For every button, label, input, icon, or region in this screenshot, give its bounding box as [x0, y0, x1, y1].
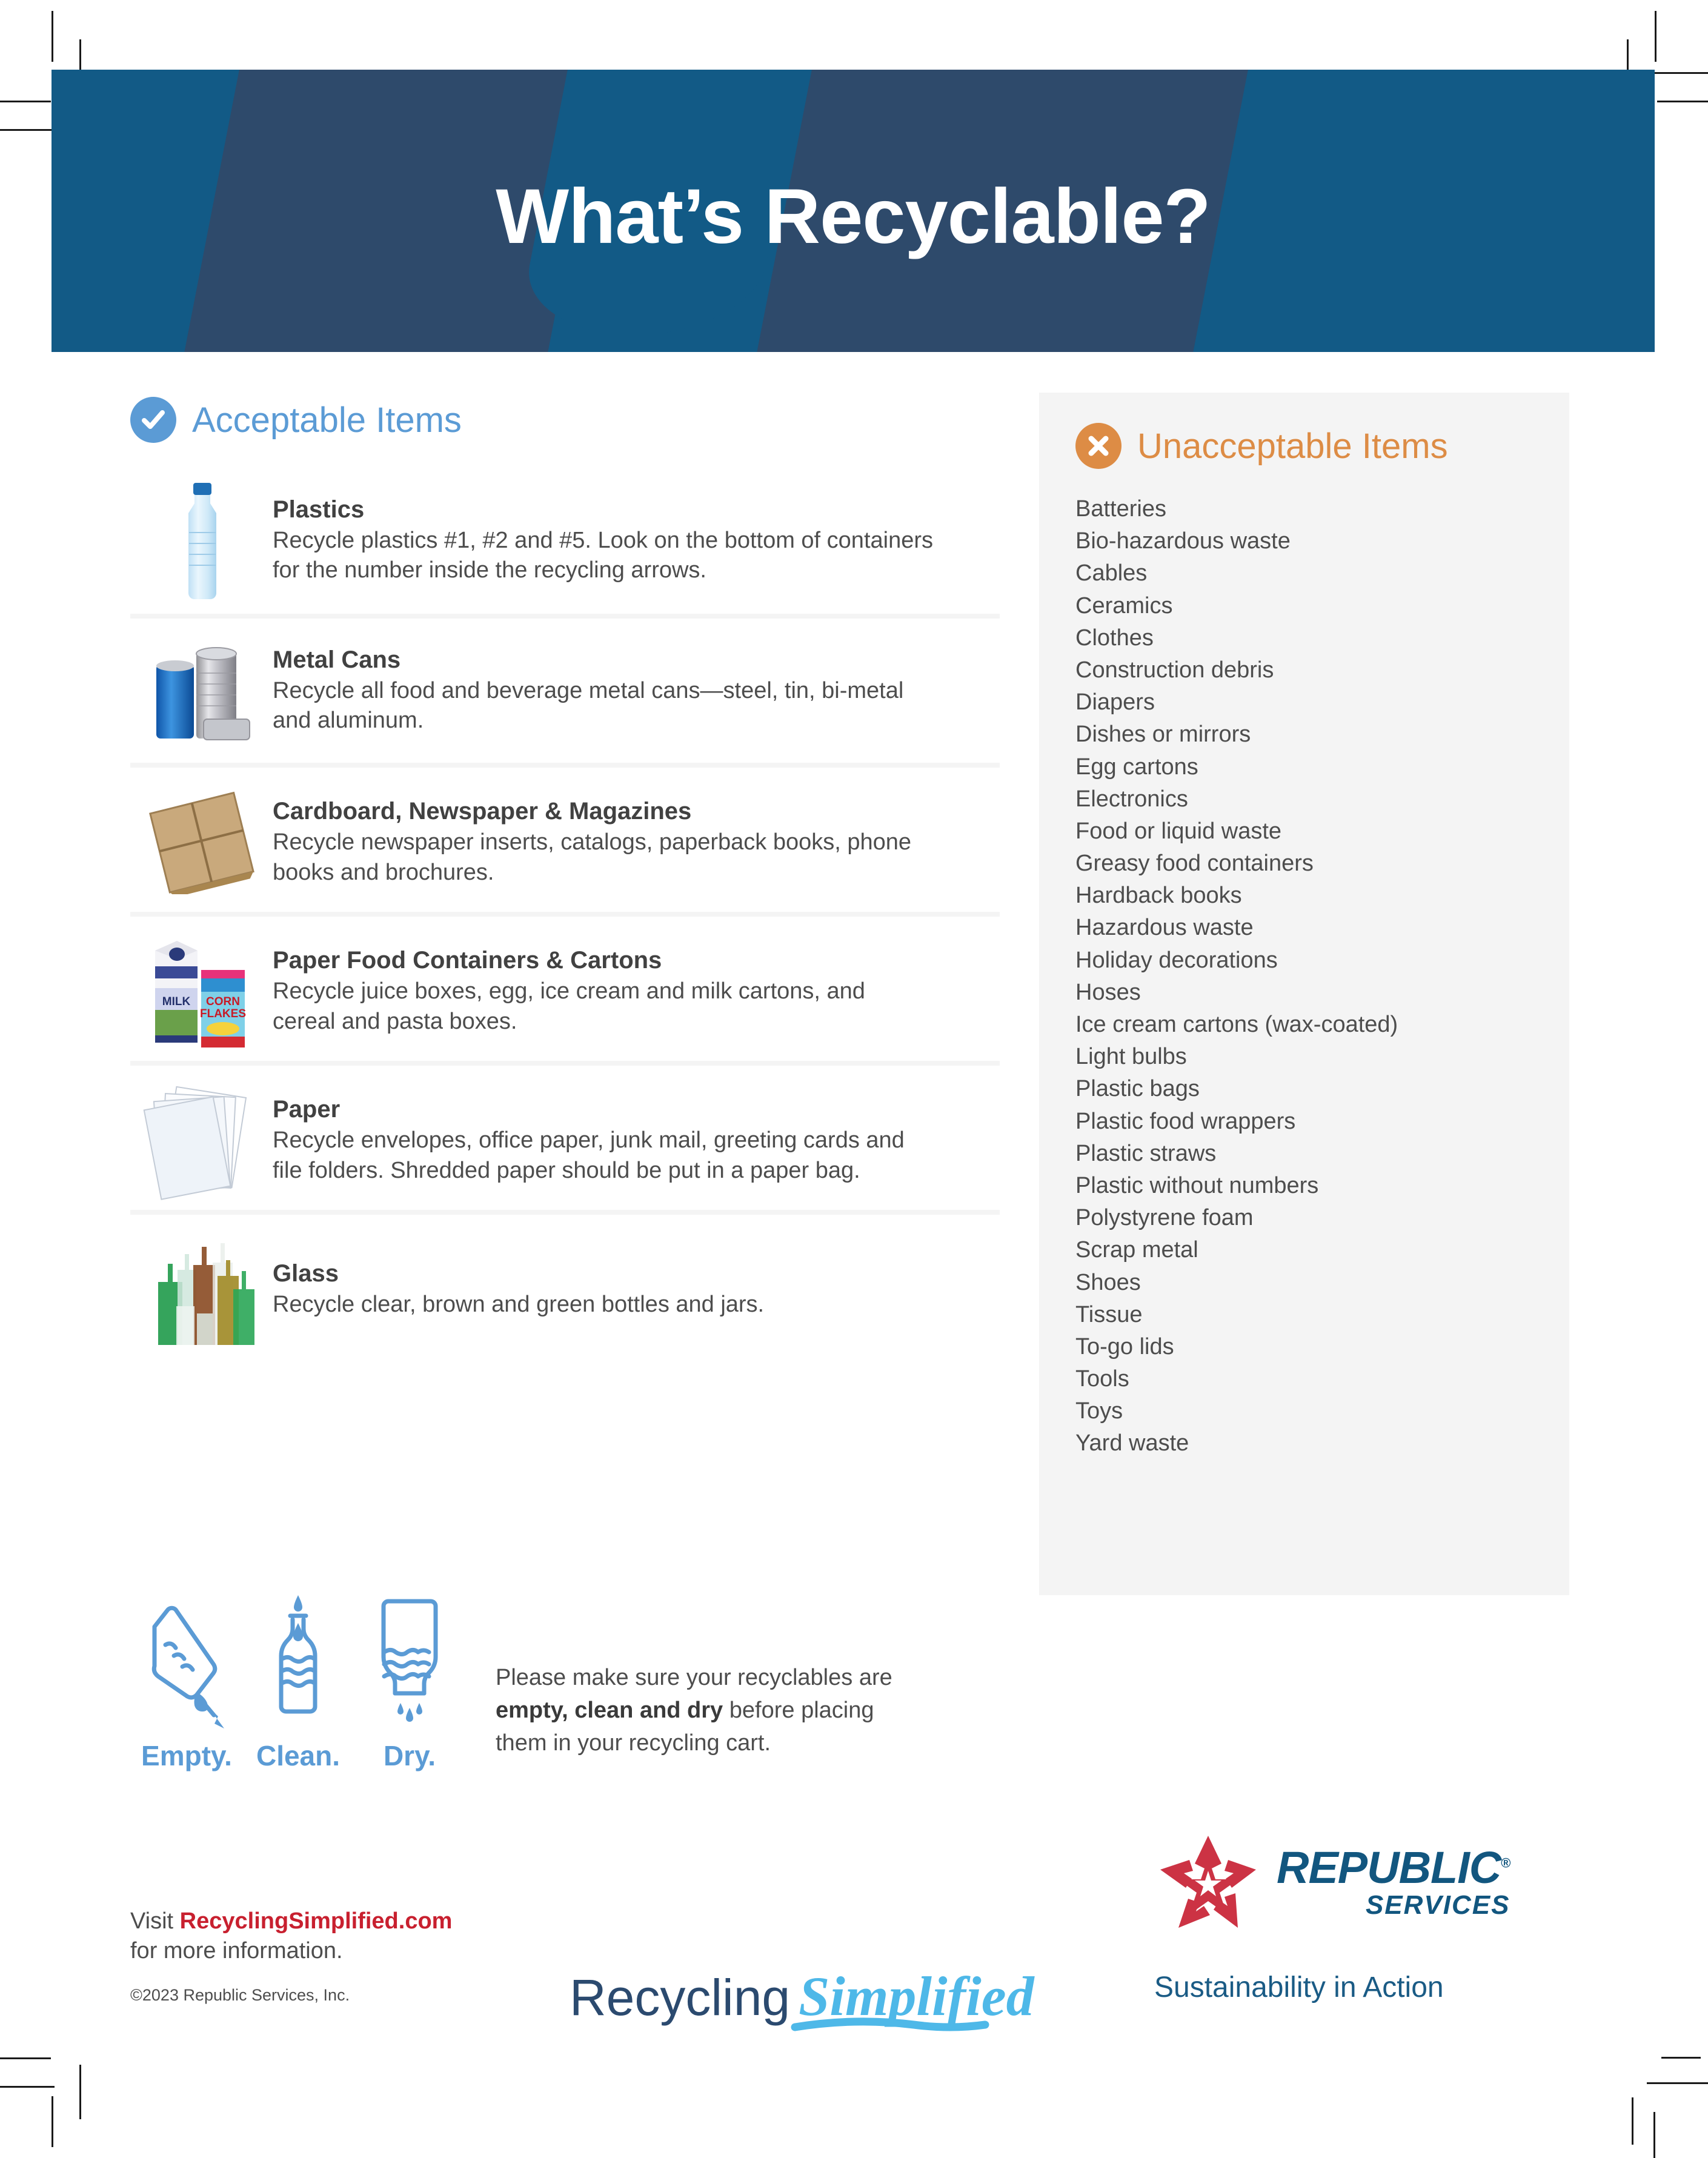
services-wordmark: SERVICES — [1365, 1890, 1510, 1921]
list-item: Plastic straws — [1075, 1140, 1217, 1166]
item-title: Metal Cans — [273, 646, 401, 673]
unacceptable-items-title: Unacceptable Items — [1137, 426, 1448, 466]
item-title: Cardboard, Newspaper & Magazines — [273, 798, 692, 825]
item-description: Recycle plastics #1, #2 and #5. Look on the bottom of containers for the number inside the recycling arrows. — [273, 528, 933, 583]
list-item: Tools — [1075, 1366, 1129, 1392]
item-text — [273, 1260, 764, 1320]
list-item: Clothes — [1075, 625, 1154, 651]
acceptable-item-paper-food-containers — [130, 925, 997, 1055]
item-description: Recycle newspaper inserts, catalogs, paperback books, phone books and brochures. — [273, 829, 912, 885]
svg-text:Recycling: Recycling — [570, 1969, 791, 2026]
list-item: Scrap metal — [1075, 1237, 1198, 1263]
acceptable-item-glass — [130, 1223, 997, 1353]
item-description: Recycle all food and beverage metal cans—steel, tin, bi-metal and aluminum. — [273, 678, 904, 734]
list-item: Cables — [1075, 560, 1148, 586]
empty-clean-dry-note — [496, 1662, 914, 1760]
inverted-bottle-dripping-icon — [362, 1590, 457, 1731]
crop-mark-tr2-h — [1646, 72, 1708, 74]
list-item: Bio-hazardous waste — [1075, 528, 1291, 554]
unacceptable-items-header — [1075, 423, 1569, 469]
item-divider — [130, 614, 1000, 619]
recycling-simplified-link[interactable]: RecyclingSimplified.com — [179, 1908, 453, 1934]
list-item: Polystyrene foam — [1075, 1205, 1254, 1231]
visit-suffix: for more information. — [130, 1938, 343, 1964]
item-description: Recycle juice boxes, egg, ice cream and milk cartons, and cereal and pasta boxes. — [273, 978, 865, 1034]
cardboard-photo — [130, 791, 273, 894]
visit-prefix: Visit — [130, 1908, 180, 1934]
acceptable-items-title: Acceptable Items — [192, 400, 462, 440]
item-description: Recycle clear, brown and green bottles and jars. — [273, 1291, 765, 1317]
acceptable-item-plastics — [130, 477, 997, 608]
item-divider — [130, 1210, 1000, 1215]
crop-mark-br-h — [1647, 2082, 1708, 2084]
dry-step — [362, 1590, 457, 1772]
note-bold: empty, clean and dry — [496, 1697, 723, 1723]
item-title: Glass — [273, 1260, 339, 1287]
svg-text:CORN: CORN — [206, 995, 240, 1008]
unacceptable-items-panel — [1039, 393, 1569, 1595]
recycling-simplified-logo — [570, 1963, 1042, 2054]
acceptable-items-column — [130, 397, 997, 1353]
empty-label: Empty. — [141, 1740, 232, 1771]
list-item: Plastic bags — [1075, 1076, 1200, 1102]
list-item: Batteries — [1075, 496, 1166, 522]
crop-mark-tl-v — [52, 11, 53, 62]
acceptable-item-metal-cans — [130, 627, 997, 757]
crop-mark-bl-v — [52, 2096, 53, 2147]
list-item: Dishes or mirrors — [1075, 722, 1251, 748]
sustainability-tagline: Sustainability in Action — [1154, 1971, 1444, 2004]
crop-mark-bl2-h — [0, 2086, 55, 2088]
item-text — [273, 1096, 933, 1186]
header-banner — [52, 70, 1655, 352]
item-title: Paper Food Containers & Cartons — [273, 947, 662, 974]
acceptable-item-paper — [130, 1074, 997, 1204]
item-divider — [130, 912, 1000, 917]
plastic-bottle-photo — [130, 480, 273, 608]
republic-wordmark: REPUBLIC — [1277, 1842, 1501, 1893]
milk-carton-cereal-box-photo — [130, 930, 273, 1054]
svg-text:MILK: MILK — [162, 995, 191, 1008]
crop-mark-br2-v — [1653, 2112, 1655, 2158]
list-item: Shoes — [1075, 1269, 1141, 1295]
list-item: Hardback books — [1075, 883, 1242, 909]
list-item: Yard waste — [1075, 1430, 1189, 1456]
dry-label: Dry. — [383, 1740, 436, 1771]
item-title: Plastics — [273, 496, 365, 523]
list-item: Plastic food wrappers — [1075, 1108, 1296, 1134]
crop-mark-tr-v — [1655, 11, 1656, 62]
item-divider — [130, 763, 1000, 768]
list-item: Electronics — [1075, 786, 1188, 812]
clean-step — [251, 1590, 345, 1772]
item-text — [273, 480, 933, 586]
metal-cans-photo — [130, 631, 273, 743]
crop-mark-bl-h — [0, 2057, 51, 2059]
tilted-pouring-bottle-icon — [139, 1590, 234, 1731]
unacceptable-items-list — [1075, 493, 1569, 1460]
acceptable-items-header — [130, 397, 997, 443]
crop-mark-br2-h — [1661, 2057, 1701, 2059]
page-title: What’s Recyclable? — [496, 173, 1211, 260]
item-text — [273, 631, 933, 736]
svg-text:FLAKES: FLAKES — [200, 1007, 246, 1020]
copyright-text: ©2023 Republic Services, Inc. — [130, 1986, 350, 2004]
item-title: Paper — [273, 1096, 341, 1123]
svg-text:Simplified: Simplified — [799, 1965, 1034, 2027]
upright-bottle-with-droplets-icon — [251, 1590, 345, 1731]
visit-line — [130, 1908, 676, 1934]
glass-bottles-photo — [130, 1231, 273, 1349]
note-part1: Please make sure your recyclables are — [496, 1665, 892, 1690]
list-item: Construction debris — [1075, 657, 1274, 683]
crop-mark-tl2-h — [0, 129, 55, 131]
crop-mark-tl-h — [0, 101, 51, 102]
list-item: Light bulbs — [1075, 1044, 1187, 1070]
empty-clean-dry-section — [139, 1590, 1006, 1772]
clean-label: Clean. — [256, 1740, 341, 1771]
list-item: Ice cream cartons (wax-coated) — [1075, 1012, 1398, 1037]
item-text — [273, 798, 933, 888]
list-item: Hoses — [1075, 979, 1141, 1005]
item-description: Recycle envelopes, office paper, junk mail, greeting cards and file folders. Shredded paper should be put in a paper bag. — [273, 1127, 905, 1183]
republic-star-logo-icon — [1154, 1830, 1262, 1941]
list-item: Hazardous waste — [1075, 915, 1254, 941]
list-item: Ceramics — [1075, 593, 1173, 619]
paper-stack-photo — [130, 1082, 273, 1200]
check-circle-icon — [130, 397, 176, 443]
list-item: Toys — [1075, 1398, 1123, 1424]
list-item: Tissue — [1075, 1301, 1143, 1327]
note-part2: before placing them in your recycling cart. — [496, 1697, 874, 1756]
crop-mark-tr-h — [1657, 101, 1708, 102]
list-item: Egg cartons — [1075, 754, 1198, 780]
empty-step — [139, 1590, 234, 1772]
acceptable-item-cardboard — [130, 776, 997, 906]
crop-mark-bl2-v — [79, 2065, 81, 2119]
list-item: Holiday decorations — [1075, 947, 1278, 973]
list-item: Greasy food containers — [1075, 851, 1314, 877]
list-item: Plastic without numbers — [1075, 1172, 1319, 1198]
republic-services-logo — [1154, 1830, 1590, 2004]
x-circle-icon — [1075, 423, 1121, 469]
list-item: To-go lids — [1075, 1333, 1174, 1360]
list-item: Food or liquid waste — [1075, 818, 1282, 844]
crop-mark-br-v — [1632, 2097, 1633, 2145]
item-text — [273, 947, 933, 1037]
registered-trademark-icon: ® — [1501, 1855, 1510, 1871]
list-item: Diapers — [1075, 689, 1155, 715]
empty-clean-dry-icons — [139, 1590, 457, 1772]
item-divider — [130, 1061, 1000, 1066]
